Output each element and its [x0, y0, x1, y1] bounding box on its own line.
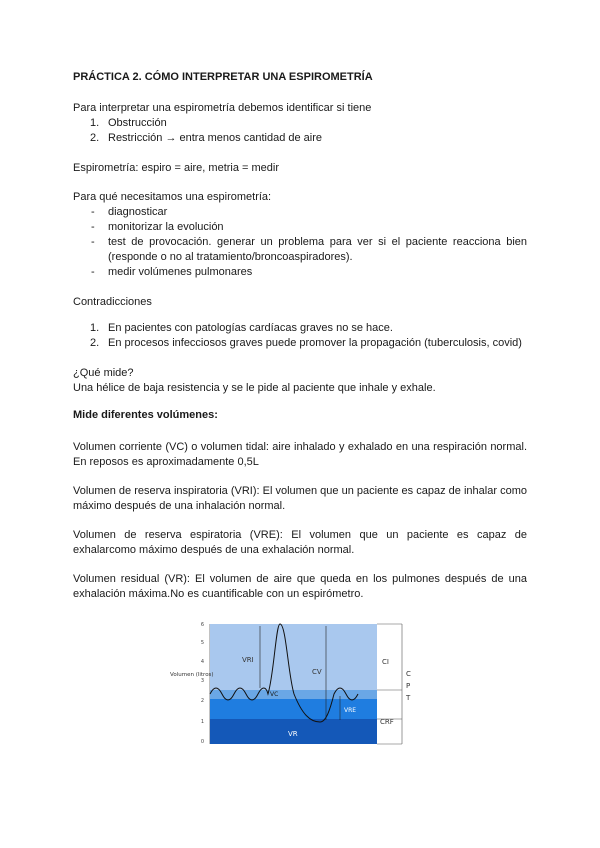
vr-paragraph: Volumen residual (VR): El volumen de aire que queda en los pulmones después de una exhalación máxima.No es cuantificable con un espirómetro.: [73, 573, 527, 600]
contra-heading: Contradicciones: [73, 296, 152, 308]
vc-label: VC: [270, 691, 279, 698]
vc-paragraph: Volumen corriente (VC) o volumen tidal: aire inhalado y exhalado en una respiración normal. En reposos es aproximadamente 0,5L: [73, 441, 527, 468]
what-question: ¿Qué mide?: [73, 367, 134, 379]
tick-label: 0: [200, 739, 204, 745]
need-item-3: test de provocación. generar un problema para ver si el paciente reacciona bien (responde o no al tratamiento/broncoaspiradores).: [108, 236, 527, 263]
list-dash: -: [91, 221, 95, 233]
tick-label: 6: [200, 622, 204, 628]
vre-label: VRE: [344, 707, 357, 714]
contra-item-2: En procesos infecciosos graves puede promover la propagación (tuberculosis, covid): [108, 337, 522, 349]
intro-text: Para interpretar una espirometría debemos identificar si tiene: [73, 102, 372, 114]
what-answer: Una hélice de baja resistencia y se le pide al paciente que inhale y exhale.: [73, 382, 436, 394]
cv-label: CV: [312, 668, 322, 676]
tick-label: 5: [200, 640, 204, 646]
cpt-label-c: C: [406, 670, 411, 678]
ci-label: CI: [382, 658, 389, 666]
need-heading: Para qué necesitamos una espirometría:: [73, 191, 272, 203]
list-dash: -: [91, 206, 95, 218]
identify-item-2: Restricción → entra menos cantidad de aire: [108, 132, 322, 144]
cpt-label-p: P: [406, 682, 411, 690]
list-number: 1.: [90, 117, 100, 129]
need-item-1: diagnosticar: [108, 206, 168, 218]
vri-label: VRI: [242, 656, 254, 664]
need-item-2: monitorizar la evolución: [108, 221, 224, 233]
band-inspiratory: [210, 624, 377, 690]
definition-text: Espirometría: espiro = aire, metria = medir: [73, 162, 280, 174]
vr-label: VR: [288, 730, 298, 738]
vre-paragraph: Volumen de reserva espiratoria (VRE): El volumen que un paciente es capaz de exhalarcomo máximo después de una exhalación normal.: [73, 529, 527, 556]
contra-item-1: En pacientes con patologías cardíacas graves no se hace.: [108, 322, 393, 334]
volumes-heading: Mide diferentes volúmenes:: [73, 409, 218, 421]
tick-label: 4: [200, 659, 204, 665]
list-dash: -: [91, 236, 95, 248]
crf-label: CRF: [380, 718, 394, 726]
list-number: 2.: [90, 337, 100, 349]
vri-paragraph: Volumen de reserva inspiratoria (VRI): El volumen que un paciente es capaz de inhalar como máximo después de una inhalación normal.: [73, 485, 527, 512]
need-item-4: medir volúmenes pulmonares: [108, 266, 253, 278]
list-number: 2.: [90, 132, 100, 144]
tick-label: 2: [200, 698, 204, 704]
tick-label: 3: [200, 678, 204, 684]
tick-label: 1: [200, 719, 204, 725]
lung-volume-diagram: [170, 614, 420, 748]
cpt-label-t: T: [406, 694, 411, 702]
page-title: PRÁCTICA 2. CÓMO INTERPRETAR UNA ESPIROMETRÍA: [73, 71, 373, 83]
list-dash: -: [91, 266, 95, 278]
y-axis-label: Volumen (litros): [170, 672, 214, 678]
identify-item-1: Obstrucción: [108, 117, 167, 129]
list-number: 1.: [90, 322, 100, 334]
